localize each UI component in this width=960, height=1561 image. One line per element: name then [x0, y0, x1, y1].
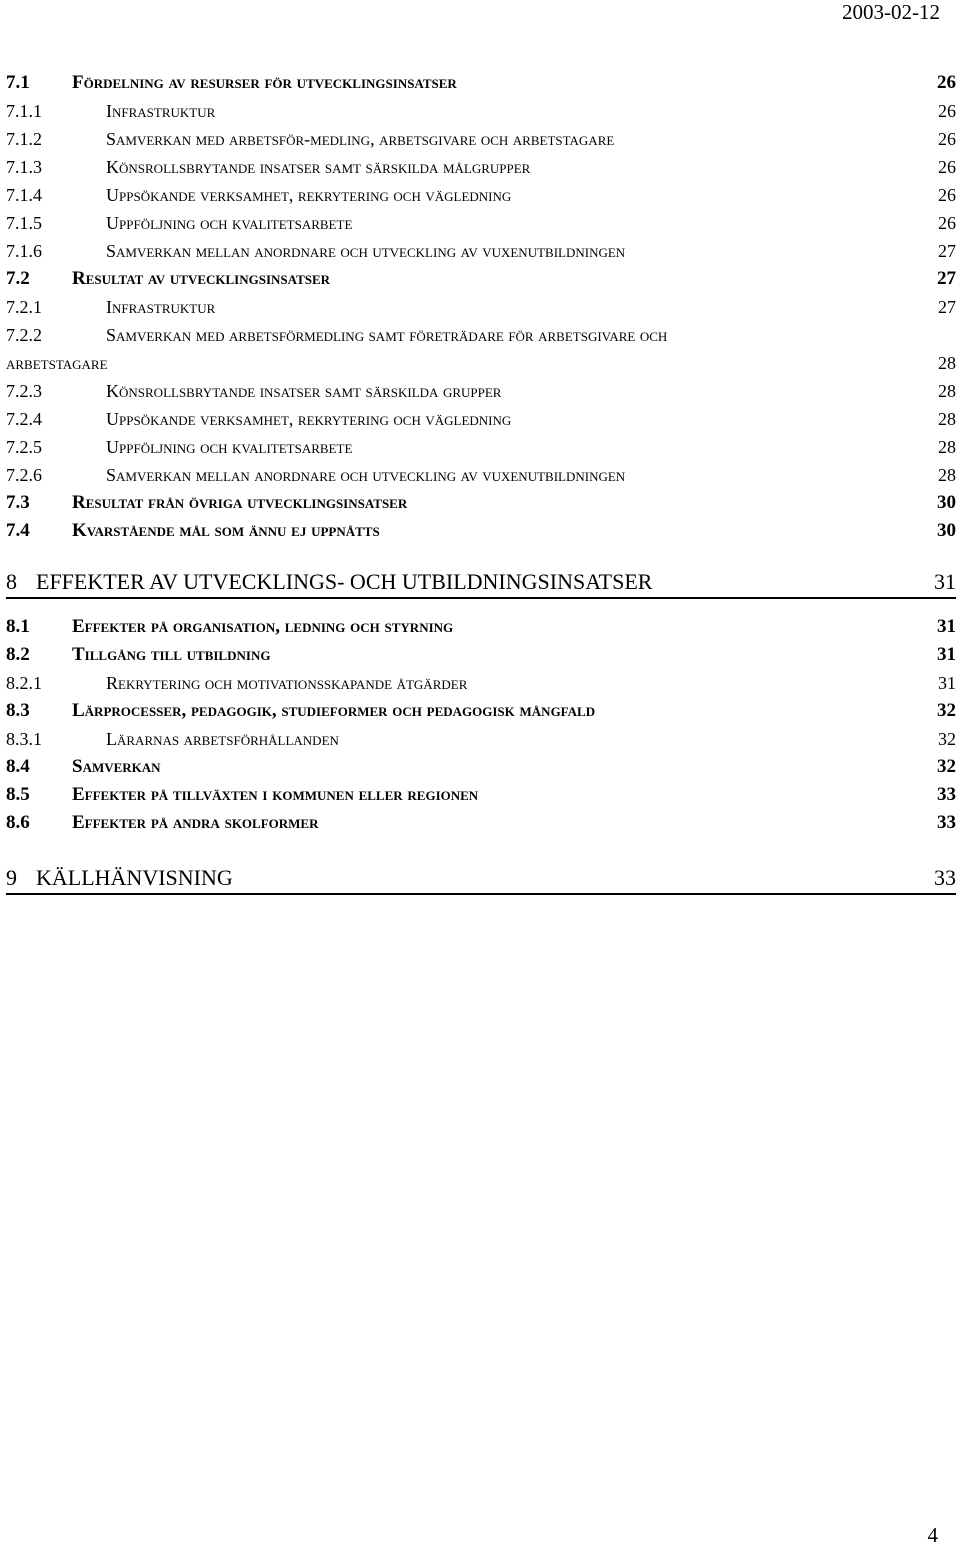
toc-entry-page: 32	[937, 756, 956, 777]
toc-entry-title: Infrastruktur	[106, 297, 216, 317]
toc-entry-title: Könsrollsbrytande insatser samt särskilda målgrupper	[106, 157, 531, 177]
toc-entry-number: 8.4	[6, 756, 30, 777]
toc-entry[interactable]	[6, 781, 956, 809]
toc-entry-title: Samverkan	[72, 756, 161, 777]
toc-entry-number: 8.3	[6, 700, 30, 721]
toc-entry-number: 7.2.6	[6, 465, 42, 485]
toc-entry-title: Infrastruktur	[106, 101, 216, 121]
toc-entry[interactable]	[6, 125, 956, 153]
toc-entry-title: Uppsökande verksamhet, rekrytering och vägledning	[106, 185, 512, 205]
toc-entry-title: Könsrollsbrytande insatser samt särskilda grupper	[106, 381, 502, 401]
document-date: 2003-02-12	[842, 0, 940, 24]
toc-entry-page: 27	[938, 297, 956, 317]
toc-entry-number: 7.1.2	[6, 129, 42, 149]
toc-entry-title: Effekter på organisation, ledning och styrning	[72, 616, 454, 637]
toc-entry-page: 32	[938, 729, 956, 749]
toc-entry-continuation[interactable]	[6, 349, 956, 377]
toc-entry[interactable]	[6, 669, 956, 697]
toc-entry[interactable]	[6, 489, 956, 517]
toc-entry-number: 7.1.4	[6, 185, 42, 205]
toc-chapter-number: 9	[6, 865, 17, 890]
toc-chapter-page: 31	[934, 569, 956, 594]
toc-entry-page: 30	[937, 492, 956, 513]
toc-entry-page: 30	[937, 520, 956, 541]
toc-entry-number: 7.2.3	[6, 381, 42, 401]
toc-entry[interactable]	[6, 209, 956, 237]
toc-entry-title: Samverkan med arbetsför-medling, arbetsgivare och arbetstagare	[106, 129, 615, 149]
toc-entry-page: 28	[938, 381, 956, 401]
toc-entry-title: Rekrytering och motivationsskapande åtgärder	[106, 673, 468, 693]
toc-entry-title: Uppföljning och kvalitetsarbete	[106, 437, 353, 457]
toc-entry-number: 8.5	[6, 784, 30, 805]
toc-entry-page: 26	[938, 185, 956, 205]
toc-entry[interactable]	[6, 613, 956, 641]
toc-entry[interactable]	[6, 433, 956, 461]
toc-chapter-title: KÄLLHÄNVISNING	[36, 865, 233, 890]
toc-chapter-title: EFFEKTER AV UTVECKLINGS- OCH UTBILDNINGSINSATSER	[36, 569, 653, 594]
toc-entry-title: Samverkan med arbetsförmedling samt företrädare för arbetsgivare och	[106, 325, 668, 345]
toc-entry-page: 31	[937, 644, 956, 665]
toc-entry-page: 26	[938, 101, 956, 121]
toc-entry-page: 27	[938, 241, 956, 261]
toc-entry[interactable]	[6, 153, 956, 181]
toc-entry-page: 28	[938, 409, 956, 429]
toc-entry[interactable]	[6, 517, 956, 545]
toc-entry-number: 7.4	[6, 520, 30, 541]
toc-entry-title: Uppsökande verksamhet, rekrytering och vägledning	[106, 409, 512, 429]
toc-entry-number: 7.1.6	[6, 241, 42, 261]
toc-entry[interactable]	[6, 181, 956, 209]
toc-entry-page: 26	[938, 129, 956, 149]
toc-entry[interactable]	[6, 293, 956, 321]
toc-entry-number: 7.1.5	[6, 213, 42, 233]
toc-entry-number: 8.6	[6, 812, 30, 833]
toc-entry-number: 7.2	[6, 268, 30, 289]
toc-entry-number: 7.2.5	[6, 437, 42, 457]
toc-entry[interactable]	[6, 69, 956, 97]
toc-entry-page: 28	[938, 465, 956, 485]
toc-entry[interactable]	[6, 377, 956, 405]
toc-entry-title: Resultat från övriga utvecklingsinsatser	[72, 492, 408, 513]
toc-chapter-page: 33	[934, 865, 956, 890]
toc-chapter-9[interactable]	[6, 863, 956, 895]
toc-entry-title-continued: arbetstagare	[6, 353, 108, 373]
toc-entry-number: 7.1.1	[6, 101, 42, 121]
table-of-contents	[6, 69, 956, 909]
toc-entry-page: 27	[937, 268, 956, 289]
toc-entry-number: 7.1.3	[6, 157, 42, 177]
toc-entry-page: 33	[937, 784, 956, 805]
toc-entry-number: 7.2.2	[6, 325, 42, 345]
toc-entry[interactable]	[6, 265, 956, 293]
page-number: 4	[927, 1523, 938, 1547]
toc-entry-number: 8.1	[6, 616, 30, 637]
toc-entry[interactable]	[6, 461, 956, 489]
toc-entry[interactable]	[6, 237, 956, 265]
toc-entry-page: 28	[938, 353, 956, 373]
toc-entry[interactable]	[6, 697, 956, 725]
toc-entry-title: Kvarstående mål som ännu ej uppnåtts	[72, 520, 380, 541]
toc-entry-page: 33	[937, 812, 956, 833]
toc-entry-page: 26	[938, 157, 956, 177]
toc-entry-page: 32	[937, 700, 956, 721]
toc-chapter-8[interactable]	[6, 567, 956, 599]
toc-entry[interactable]	[6, 809, 956, 837]
toc-entry-number: 8.2.1	[6, 673, 42, 693]
toc-entry[interactable]	[6, 641, 956, 669]
toc-entry-title: Effekter på tillväxten i kommunen eller regionen	[72, 784, 479, 805]
toc-entry-number: 8.3.1	[6, 729, 42, 749]
toc-entry-page: 31	[938, 673, 956, 693]
toc-entry-number: 7.2.1	[6, 297, 42, 317]
toc-entry-title: Resultat av utvecklingsinsatser	[72, 268, 331, 289]
toc-entry-number: 8.2	[6, 644, 30, 665]
toc-entry[interactable]	[6, 753, 956, 781]
toc-entry-page: 26	[937, 72, 956, 93]
toc-entry-page: 26	[938, 213, 956, 233]
toc-entry-title: Samverkan mellan anordnare och utveckling av vuxenutbildningen	[106, 241, 626, 261]
toc-entry-title: Samverkan mellan anordnare och utveckling av vuxenutbildningen	[106, 465, 626, 485]
toc-entry[interactable]	[6, 405, 956, 433]
toc-entry-title: Fördelning av resurser för utvecklingsinsatser	[72, 72, 457, 93]
toc-entry-number: 7.1	[6, 72, 30, 93]
toc-entry-title: Uppföljning och kvalitetsarbete	[106, 213, 353, 233]
toc-entry-title: Effekter på andra skolformer	[72, 812, 319, 833]
toc-entry[interactable]	[6, 321, 956, 349]
toc-entry-title: Lärprocesser, pedagogik, studieformer och pedagogisk mångfald	[72, 700, 596, 721]
toc-chapter-number: 8	[6, 569, 17, 594]
toc-entry-title: Lärarnas arbetsförhållanden	[106, 729, 339, 749]
toc-entry-page: 28	[938, 437, 956, 457]
toc-entry[interactable]	[6, 725, 956, 753]
toc-entry-number: 7.2.4	[6, 409, 42, 429]
toc-entry-number: 7.3	[6, 492, 30, 513]
toc-entry[interactable]	[6, 97, 956, 125]
toc-entry-title: Tillgång till utbildning	[72, 644, 271, 665]
toc-entry-page: 31	[937, 616, 956, 637]
